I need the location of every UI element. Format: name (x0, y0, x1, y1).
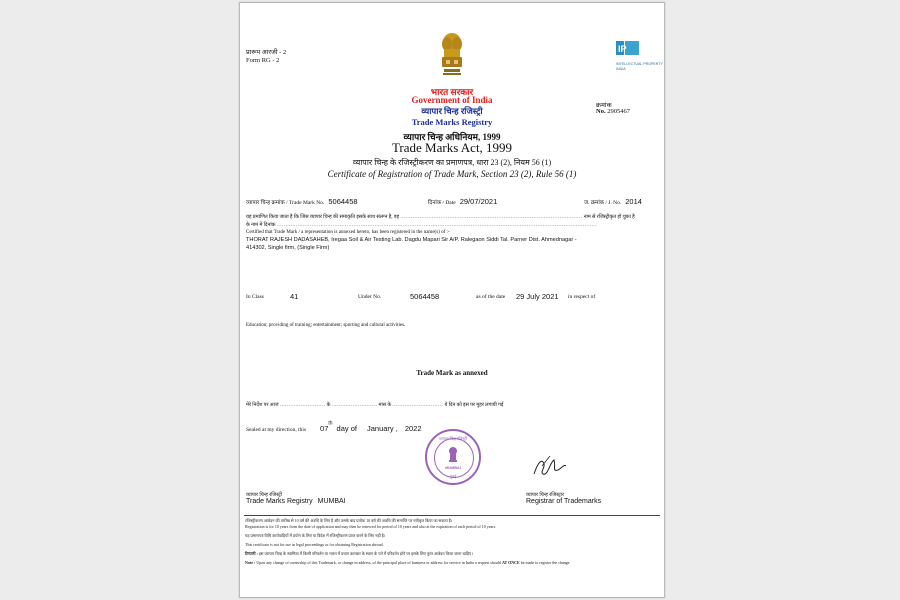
certify-hindi-line2 (246, 222, 597, 228)
ip-india-icon (616, 39, 640, 57)
as-of-value: 29 July 2021 (516, 292, 559, 301)
serial-label: No. (596, 108, 606, 115)
sealed-day-suffix: th (328, 420, 333, 427)
date-row (428, 191, 497, 209)
gov-hindi: भारत सरकार (430, 87, 474, 97)
journal-row (584, 191, 642, 209)
trade-mark-annexed: Trade Mark as annexed (416, 369, 488, 377)
footer-right-english: Registrar of Trademarks (526, 498, 602, 505)
dotted-line: .......................... (331, 403, 378, 408)
in-class-label: In Class (246, 294, 264, 300)
dotted-line: .......................... (279, 403, 326, 408)
date-label: दिनांक / Date (428, 200, 456, 206)
note-english-3-b: AT ONCE (501, 560, 520, 565)
note-hindi-3-label: टिप्पणी : (245, 551, 258, 556)
dotted-line: ....................................................................................................................................................................................... (276, 223, 598, 228)
seal-hindi-row (246, 402, 503, 408)
cert-english: Certificate of Registration of Trade Mark, Section 23 (2), Rule 56 (1) (327, 169, 577, 179)
footer-left-city: MUMBAI (317, 498, 346, 505)
date-value: 29/07/2021 (459, 197, 498, 206)
certify-hindi-line2-text: के नाम में दिनांक (246, 223, 276, 228)
form-code-hindi: प्रारूप आरजी - 2 (246, 49, 287, 56)
footer-left-hindi: व्यापार चिन्ह रजिस्ट्री (246, 493, 283, 498)
act-english: Trade Marks Act, 1999 (391, 140, 513, 155)
dotted-line: ........................................................................................................ (400, 215, 583, 220)
note-hindi-1: रजिस्ट्रीकरण आवेदन की तारीख से 10 वर्ष की अवधि के लिए है और उसके बाद प्रत्येक 10 वर्ष की अवधि की समाप्ति पर नवीकृत किया जा सकता है। (245, 518, 453, 523)
ip-india-logo-text: INTELLECTUAL PROPERTY INDIA (616, 62, 663, 71)
seal-hindi-mid2: मास के (378, 403, 392, 408)
tm-no-label: व्यापार चिन्ह क्रमांक / Trade Mark No. (246, 200, 325, 206)
certify-hindi-start: यह प्रमाणित किया जाता है कि जिस व्यापार चिन्ह की समाकृति इसके साथ संलग्न है, वह (246, 215, 400, 220)
cert-hindi: व्यापार चिन्ह के रजिस्ट्रीकरण का प्रमाणपत्र, धारा 23 (2), नियम 56 (1) (352, 158, 552, 167)
registrar-signature-icon (530, 452, 568, 480)
note-english-3 (245, 560, 659, 565)
sealed-label: Sealed at my direction, this (246, 427, 307, 433)
certify-english: Certified that Trade Mark / a representation is annexed hereto, has been registered in the name(s) of :- (246, 230, 450, 235)
seal-bottom-text: मुंबई (449, 474, 457, 479)
seal-top-text: व्यापार चिह्न रजिस्ट्री (439, 436, 467, 441)
respect-label: in respect of (568, 294, 596, 300)
serial-value: 2905467 (607, 108, 630, 115)
note-english-3-c: be made to register the change. (520, 560, 571, 565)
registry-hindi: व्यापार चिन्ह रजिस्ट्री (421, 106, 483, 116)
seal-hindi-mid1: के (326, 403, 331, 408)
ip-india-logo (616, 39, 664, 72)
state-emblem-icon (438, 31, 466, 83)
tm-no-value: 5064458 (328, 197, 358, 206)
notes-separator (244, 515, 660, 516)
footer-left-english (246, 498, 346, 505)
certify-hindi-end: नाम से रजिस्ट्रीकृत हो चुका है (583, 215, 635, 220)
note-hindi-3 (245, 551, 659, 556)
under-no-value: 5064458 (410, 292, 440, 301)
services-text: Education; providing of training; entertainment; sporting and cultural activities. (246, 323, 406, 328)
note-hindi-3-text: इस व्यापार चिन्ह के स्वामित्व में किसी परिवर्तन या भारत में प्रधान कारबार के स्थान के पते में परिवर्तन होने पर इसके लिए तुरंत आवेदन किया जाना चाहिए। (258, 551, 473, 556)
seal-city: MUMBAI (445, 466, 461, 470)
note-hindi-2: यह प्रमाणपत्र विधि कार्यवाहियों में प्रयोग के लिए या विदेश में रजिस्ट्रीकरण प्राप्त करने के लिए नहीं है। (245, 533, 386, 538)
sealed-day-of: day of (336, 424, 357, 433)
class-value: 41 (290, 292, 299, 301)
registry-english: Trade Marks Registry (411, 117, 493, 127)
owner-line1: THORAT RAJESH DADASAHEB, Iregaa Soil & Air Testing Lab. Dagdu Mapari Sir A/P. Ralegaon Siddi Tal. Parner Dist. Ahmednagar - (246, 237, 577, 243)
registry-seal-stamp (425, 429, 481, 485)
sealed-month: January , (366, 424, 398, 433)
seal-emblem-icon (448, 446, 458, 464)
serial-number (596, 108, 630, 115)
act-hindi: व्यापार चिन्ह अधिनियम, 1999 (403, 132, 501, 142)
sealed-day: 07 (320, 424, 329, 433)
sealed-year: 2022 (404, 424, 422, 433)
seal-hindi-start: मेरे निर्देश पर आज (246, 403, 279, 408)
form-code: Form RG - 2 (246, 57, 280, 64)
footer-right-hindi: व्यापार चिन्ह रजिस्ट्रार (526, 493, 565, 498)
note-english-3-label: Note : (245, 560, 256, 565)
dotted-line: ............................. (392, 403, 444, 408)
under-no-label: Under No. (358, 294, 382, 300)
serial-label-hindi: क्रमांक (596, 102, 612, 109)
journal-value: 2014 (625, 197, 642, 206)
note-english-2: This certificate is not for use in legal proceedings or for obtaining Registration abroad. (245, 542, 384, 547)
tm-number-row (246, 191, 358, 209)
journal-label: ज. क्रमांक / J. No. (584, 200, 622, 206)
certificate-page (239, 2, 665, 598)
certify-hindi-line1 (246, 214, 635, 220)
owner-line2: 414302, Single firm, (Single Firm) (246, 245, 330, 251)
note-english-3-a: Upon any change of ownership of this Trademark, or change in address, of the principal place of business or address for service in India a request should (256, 560, 501, 565)
sealed-row (246, 418, 422, 436)
footer-left-registry: Trade Marks Registry (246, 498, 313, 505)
gov-english: Government of India (411, 95, 493, 105)
as-of-label: as of the date (476, 294, 506, 300)
seal-hindi-end: ये दिन को इस पर मुहर लगायी गई (444, 403, 504, 408)
svg-text:IP: IP (618, 44, 627, 54)
note-english-1: Registration is for 10 years from the date of application and may then be renewed for period of 10 years and also at the expiration of each period of 10 years. (245, 524, 497, 529)
